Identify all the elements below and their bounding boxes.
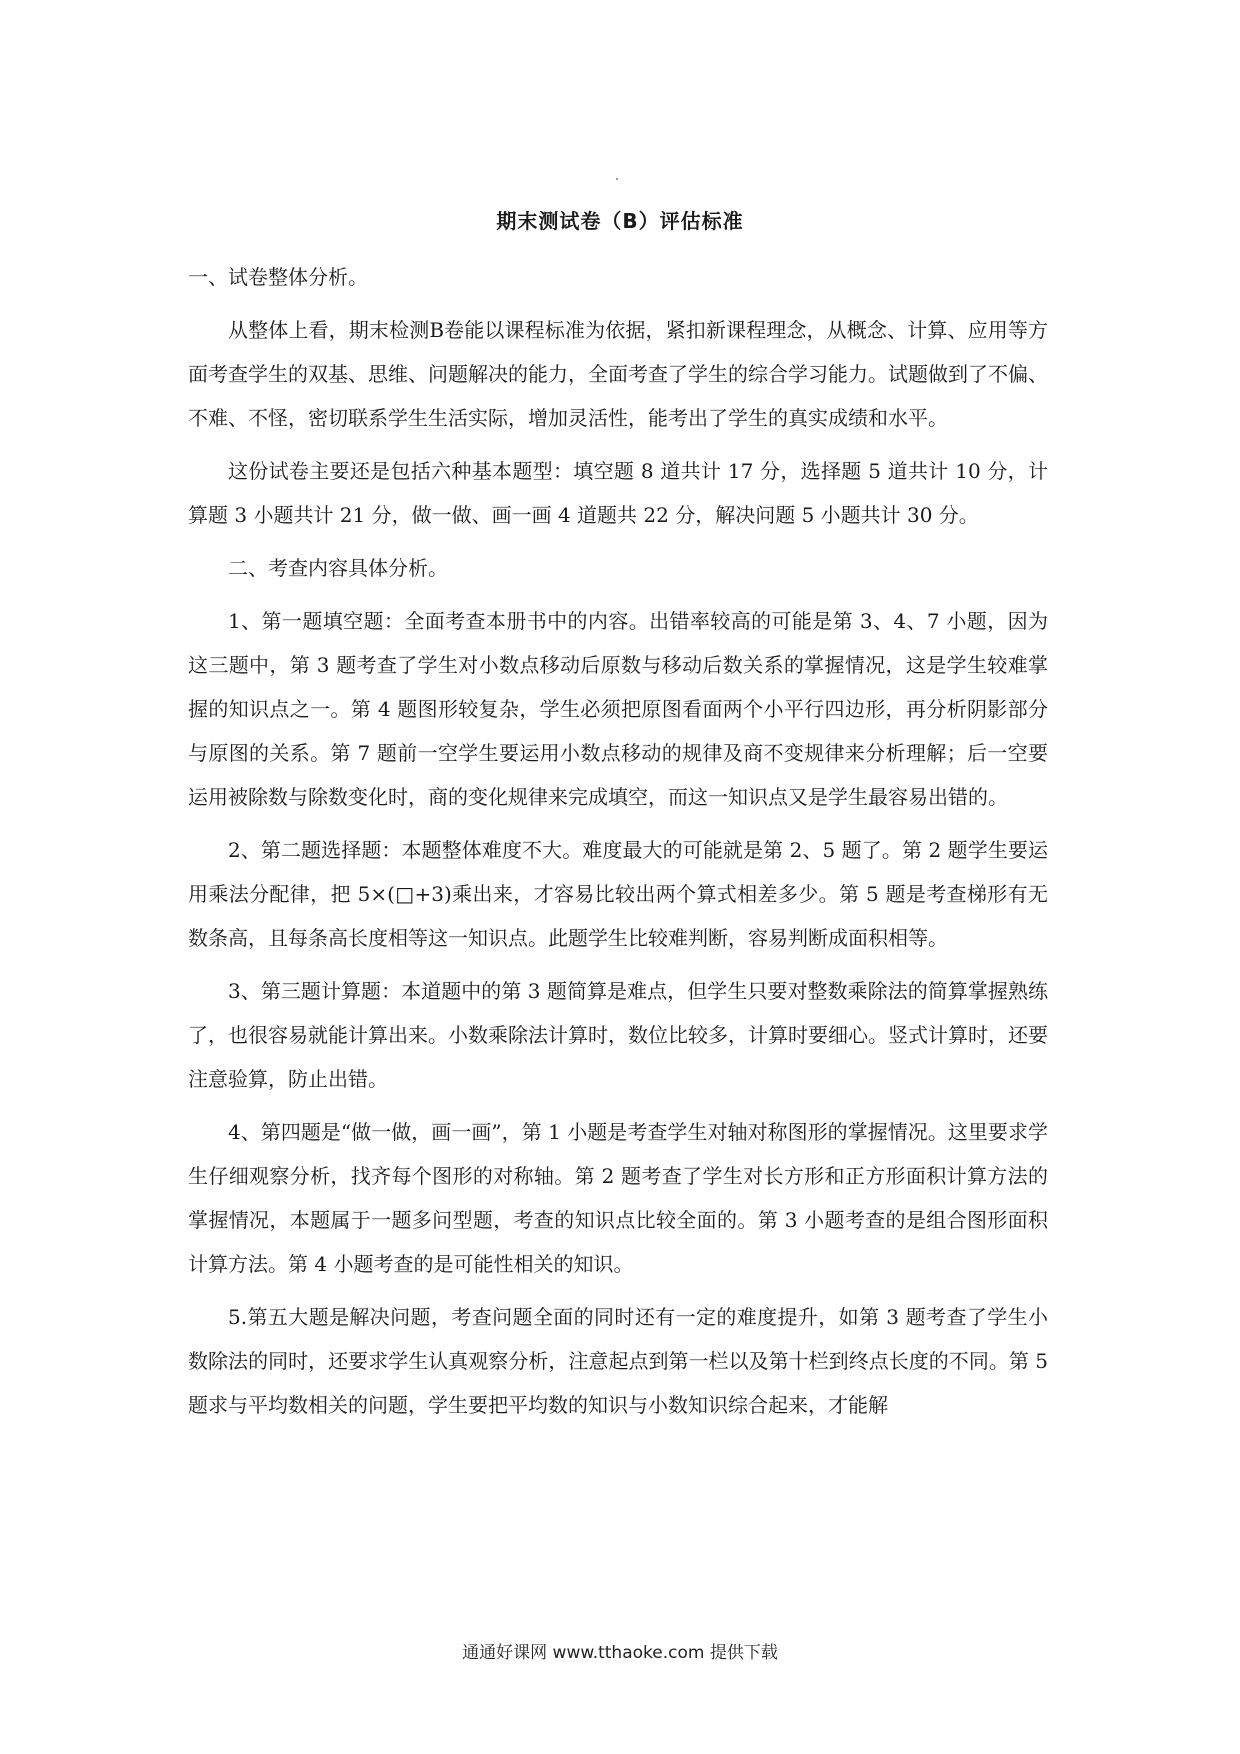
page-footer: 通通好课网 www.tthaoke.com 提供下载 xyxy=(462,1643,778,1663)
document-title: 期末测试卷（B）评估标准 xyxy=(496,209,744,233)
paragraph-overall-evaluation: 从整体上看，期末检测B卷能以课程标准为依据，紧扣新课程理念，从概念、计算、应用等方面考查学生的双基、思维、问题解决的能力，全面考查了学生的综合学习能力。试题做到了不偏、不难、不怪，密切联系学生生活实际，增加灵活性，能考出了学生的真实成绩和水平。 xyxy=(188,318,1048,430)
paragraph-drawing: 4、第四题是“做一做，画一画”，第 1 小题是考查学生对轴对称图形的掌握情况。这里要求学生仔细观察分析，找齐每个图形的对称轴。第 2 题考查了学生对长方形和正方形面积计算方法的掌握情况，本题属于一题多问型题，考查的知识点比较全面的。第 3 小题考查的是组合图形面积计算方法。第 4 小题考查的是可能性相关的知识。 xyxy=(188,1120,1048,1276)
section-heading-overall-analysis: 一、试卷整体分析。 xyxy=(188,265,368,289)
paragraph-question-types: 这份试卷主要还是包括六种基本题型：填空题 8 道共计 17 分，选择题 5 道共计 10 分，计算题 3 小题共计 21 分，做一做、画一画 4 道题共 22 分，解决问题 5 小题共计 30 分。 xyxy=(188,459,1048,527)
paragraph-fill-in-blank: 1、第一题填空题：全面考查本册书中的内容。出错率较高的可能是第 3、4、7 小题，因为这三题中，第 3 题考查了学生对小数点移动后原数与移动后数关系的掌握情况，这是学生较难掌握的知识点之一。第 4 题图形较复杂，学生必须把原图看面两个小平行四边形，再分析阴影部分与原图的关系。第 7 题前一空学生要运用小数点移动的规律及商不变规律来分析理解；后一空要运用被除数与除数变化时，商的变化规律来完成填空，而这一知识点又是学生最容易出错的。 xyxy=(188,609,1048,809)
paragraph-calculation: 3、第三题计算题：本道题中的第 3 题简算是难点，但学生只要对整数乘除法的简算掌握熟练了，也很容易就能计算出来。小数乘除法计算时，数位比较多，计算时要细心。竖式计算时，还要注意验算，防止出错。 xyxy=(188,979,1048,1091)
scan-speck xyxy=(616,178,618,180)
paragraph-problem-solving: 5.第五大题是解决问题，考查问题全面的同时还有一定的难度提升，如第 3 题考查了学生小数除法的同时，还要求学生认真观察分析，注意起点到第一栏以及第十栏到终点长度的不同。第 5 题求与平均数相关的问题，学生要把平均数的知识与小数知识综合起来，才能解 xyxy=(188,1305,1048,1417)
paragraph-multiple-choice: 2、第二题选择题：本题整体难度不大。难度最大的可能就是第 2、5 题了。第 2 题学生要运用乘法分配律，把 5×(□+3)乘出来，才容易比较出两个算式相差多少。第 5 题是考查梯形有无数条高，且每条高长度相等这一知识点。此题学生比较难判断，容易判断成面积相等。 xyxy=(188,838,1048,950)
section-heading-content-analysis: 二、考查内容具体分析。 xyxy=(228,556,448,580)
document-body xyxy=(188,255,1048,1436)
